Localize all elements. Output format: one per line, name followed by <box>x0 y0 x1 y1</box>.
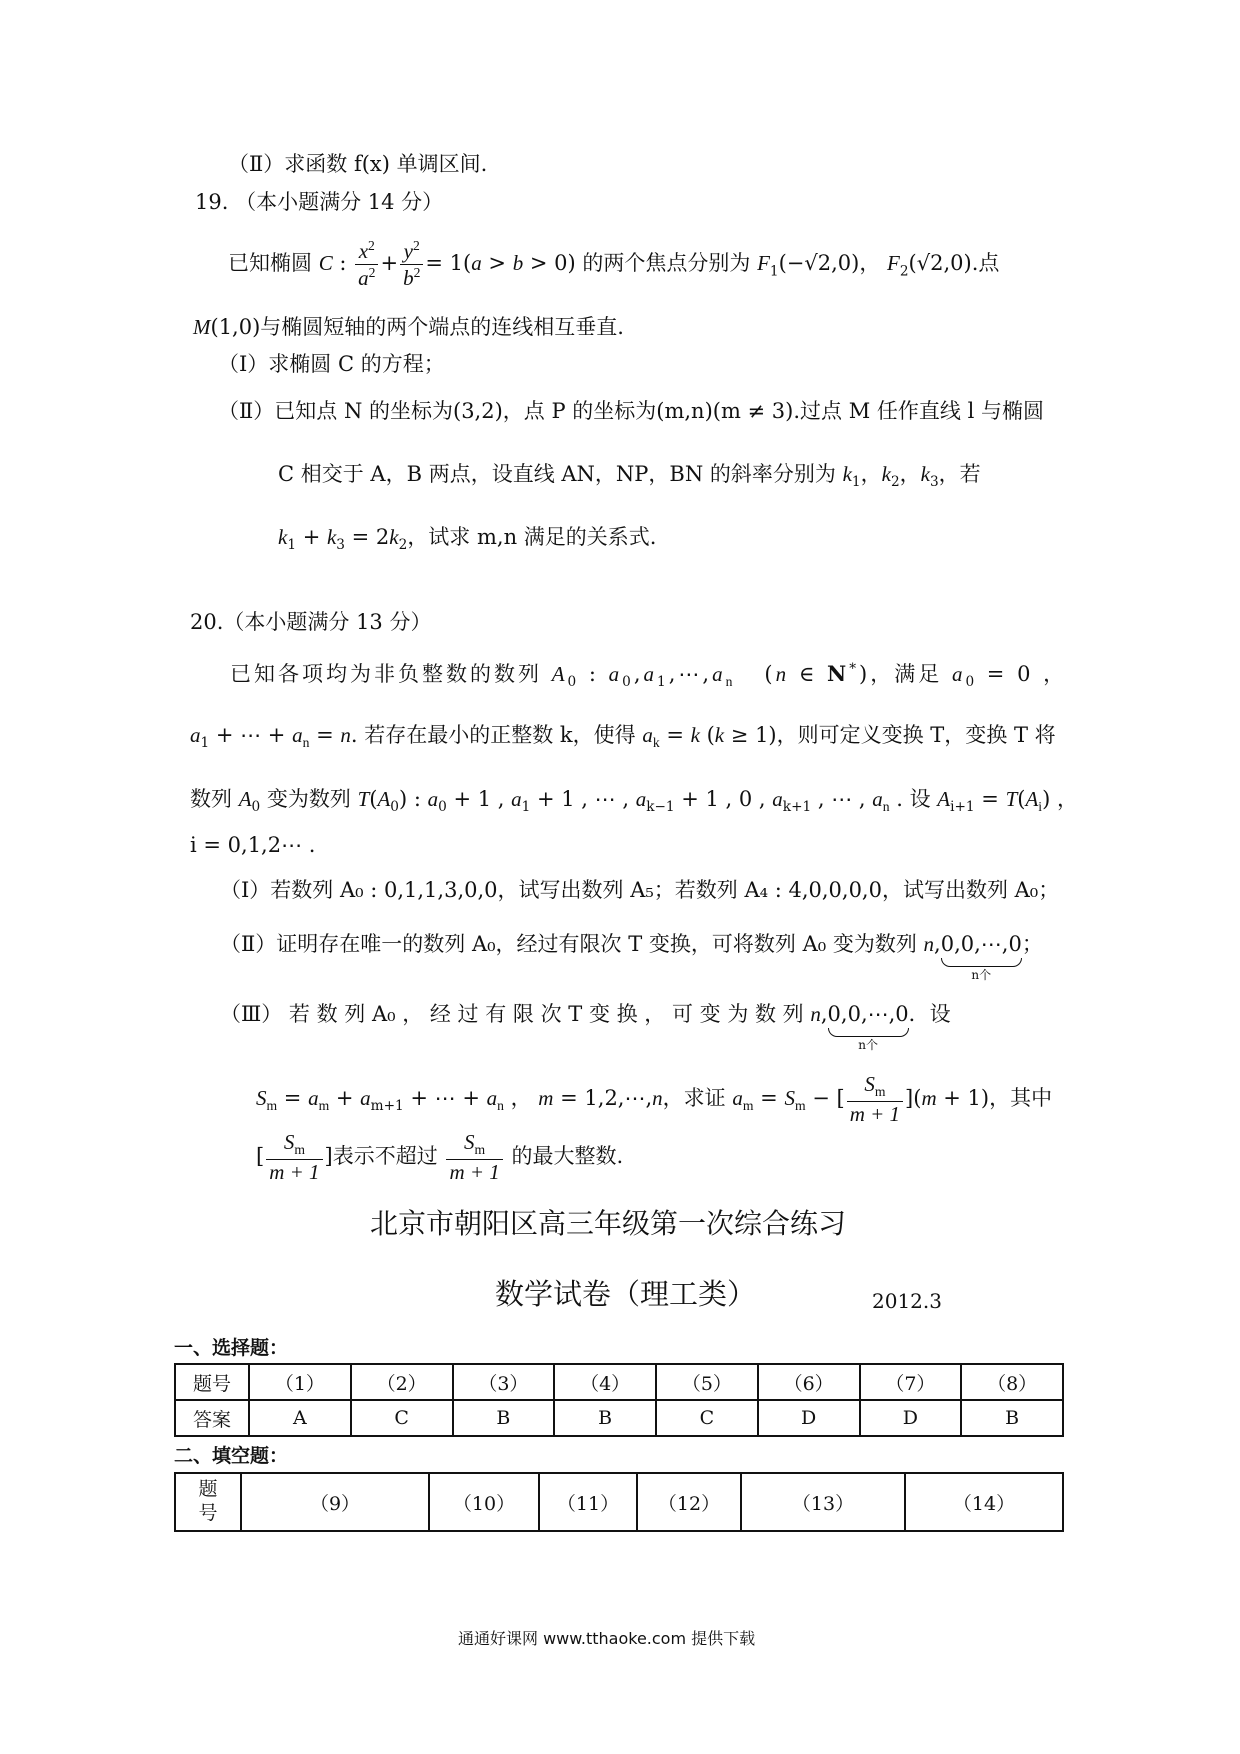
table-row <box>175 1364 1063 1400</box>
question-number: （14） <box>905 1473 1063 1531</box>
question-number: （6） <box>758 1364 860 1400</box>
q20-part3: （Ⅲ） 若 数 列 A₀ ， 经 过 有 限 次 T 变 换 ， 可 变 为 数 列 n,0,0,⋯,0 n个 ．设 <box>220 1002 951 1053</box>
question-number: （9） <box>241 1473 429 1531</box>
question-number: （1） <box>249 1364 351 1400</box>
answer-cell: B <box>453 1400 555 1436</box>
answer-cell: C <box>351 1400 453 1436</box>
answer-cell: D <box>860 1400 962 1436</box>
answer-cell: D <box>758 1400 860 1436</box>
answer-cell: C <box>656 1400 758 1436</box>
table-row <box>175 1473 1063 1531</box>
q20-line1: 已知各项均为非负整数的数列 $A_0$ : $a_0,a_1,\cdots,a_n$ (n ∈ N*)，满足 $a_0 = 0$ ， <box>230 661 1068 691</box>
q19-line2: M(1,0)与椭圆短轴的两个端点的连线相互垂直. <box>193 315 624 339</box>
q19-part2-line3: $k_1 + k_3 = 2k_2$，试求 m,n 满足的关系式. <box>278 525 657 554</box>
question-number: （7） <box>860 1364 962 1400</box>
question-number: （5） <box>656 1364 758 1400</box>
q20-sum-line: $S_m = a_m + a_{m+1}$ + ⋯ + $a_n$ ， m = 1,2,⋯,n，求证 $a_m = S_m$ − [ $\frac{S_m}{m + 1}$ ](m + 1)，其中 <box>256 1072 1053 1126</box>
fill-blank-table <box>174 1472 1064 1532</box>
answer-date: 2012.3 <box>872 1289 942 1313</box>
row-label: 题号 <box>175 1473 241 1531</box>
q20-line4: i = 0,1,2⋯ . <box>190 833 316 857</box>
q20-line3: 数列 $A_0$ 变为数列 $T(A_0)$ : $a_0 + 1$ , $a_1 + 1$ , ⋯ , $a_{k-1} + 1$ , 0 , $a_{k+1}$ , ⋯ , $a_n$ . 设 $A_{i+1} = T(A_i)$ ， <box>190 787 1078 816</box>
answer-cell: B <box>554 1400 656 1436</box>
q19-part1: （Ⅰ）求椭圆 C 的方程； <box>218 352 445 376</box>
question-number: （3） <box>453 1364 555 1400</box>
q19-part2: （Ⅱ）已知点 N 的坐标为(3,2)，点 P 的坐标为(m,n)(m ≠ 3).过点 M 任作直线 l 与椭圆 <box>218 399 1044 423</box>
question-number: （2） <box>351 1364 453 1400</box>
answer-title: 北京市朝阳区高三年级第一次综合练习 <box>370 1207 847 1240</box>
table-row <box>175 1400 1063 1436</box>
q19-part2-line2: C 相交于 A，B 两点，设直线 AN，NP，BN 的斜率分别为 $k_1$，$k_2$，$k_3$，若 <box>278 462 981 491</box>
q19-intro: 已知椭圆 C : $\frac{x^2}{a^2}$ + $\frac{y^2}{b^2}$ = 1(a > b > 0) 的两个焦点分别为 $F_1(-√2,0)$， $F_2(√2,0)$.点 <box>228 238 1000 291</box>
footer-credit: 通通好课网 www.tthaoke.com 提供下载 <box>458 1629 756 1648</box>
answer-subtitle: 数学试卷（理工类） <box>495 1277 757 1311</box>
q18-part2: （Ⅱ）求函数 f(x) 单调区间. <box>228 152 488 176</box>
question-number: （12） <box>637 1473 741 1531</box>
question-number: （10） <box>429 1473 539 1531</box>
q20-part1: （Ⅰ）若数列 A₀ : 0,1,1,3,0,0，试写出数列 A₅；若数列 A₄ : 4,0,0,0,0，试写出数列 A₀； <box>220 878 1060 902</box>
choice-answer-table <box>174 1363 1064 1437</box>
q19-header: 19. （本小题满分 14 分） <box>195 190 444 214</box>
question-number: （8） <box>961 1364 1063 1400</box>
question-number: （4） <box>554 1364 656 1400</box>
q20-floor-line: [ $\frac{S_m}{m + 1}$ ]表示不超过 $\frac{S_m}{m + 1}$ 的最大整数. <box>256 1130 624 1184</box>
section2-title: 二、填空题： <box>174 1445 289 1467</box>
question-number: （11） <box>539 1473 637 1531</box>
q20-part2: （Ⅱ）证明存在唯一的数列 A₀，经过有限次 T 变换，可将数列 A₀ 变为数列 n,0,0,⋯,0 n个 ； <box>220 932 1043 983</box>
q20-line2: $a_1$ + ⋯ + $a_n = n$. 若存在最小的正整数 k，使得 $a_k = k$ (k ≥ 1)，则可定义变换 T，变换 T 将 <box>190 723 1056 752</box>
row-label: 答案 <box>175 1400 249 1436</box>
question-number: （13） <box>741 1473 905 1531</box>
q20-header: 20.（本小题满分 13 分） <box>190 610 432 634</box>
section1-title: 一、选择题： <box>174 1337 289 1359</box>
answer-cell: A <box>249 1400 351 1436</box>
row-label: 题号 <box>175 1364 249 1400</box>
answer-cell: B <box>961 1400 1063 1436</box>
